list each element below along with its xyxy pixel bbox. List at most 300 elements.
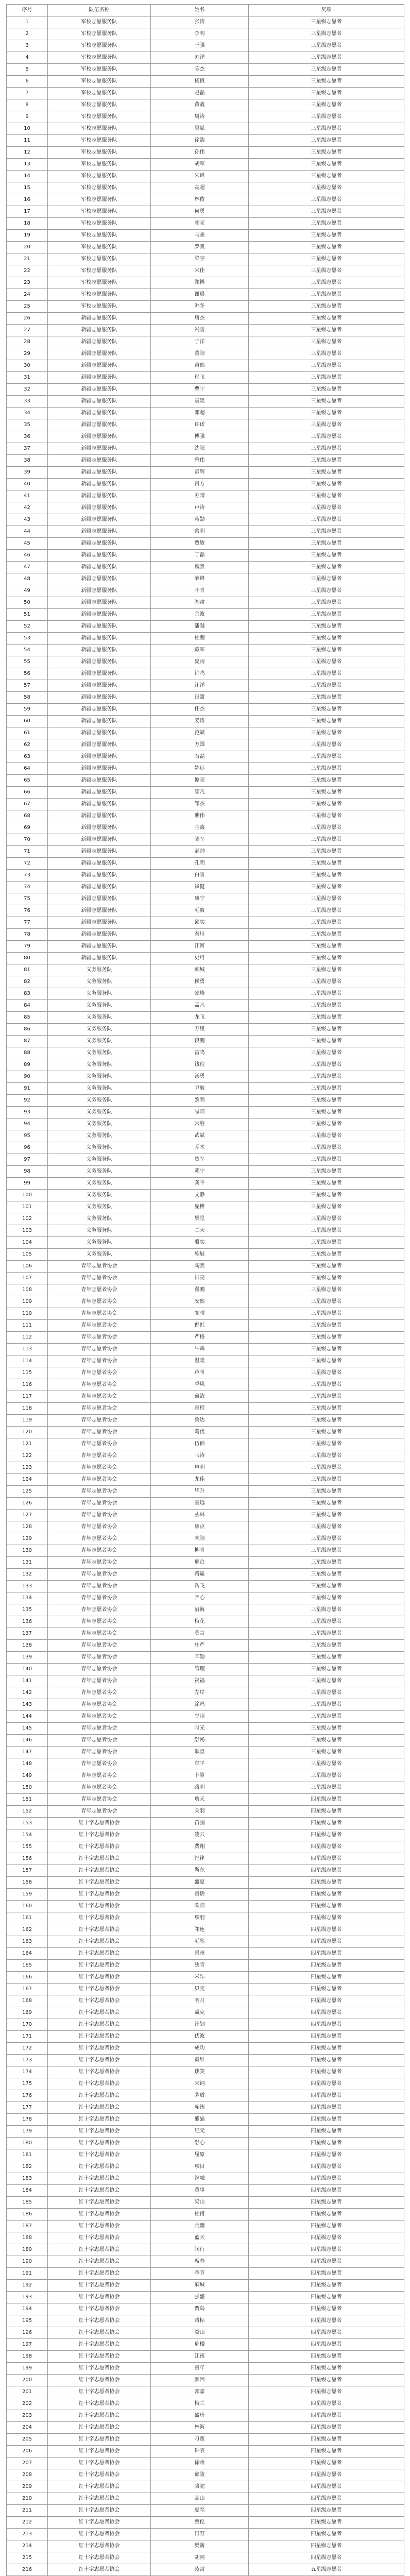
cell-team: 红十字志愿者协会 [48,2007,151,2019]
cell-name: 何勇 [151,206,249,218]
cell-index: 181 [7,2149,48,2161]
table-row [7,2386,404,2398]
table-row [7,99,404,111]
cell-team: 红十字志愿者协会 [48,2019,151,2031]
cell-award: 四星级志愿者 [249,1901,404,1912]
cell-team: 新疆志愿服务队 [48,573,151,585]
table-row [7,2078,404,2090]
cell-index: 80 [7,953,48,964]
table-row [7,2209,404,2221]
table-row [7,467,404,479]
cell-award: 三星级志愿者 [249,633,404,645]
cell-award: 三星级志愿者 [249,1273,404,1284]
cell-name: 李明 [151,28,249,40]
table-row [7,1723,404,1735]
cell-name: 童年 [151,2363,249,2375]
table-row [7,455,404,467]
cell-award: 三星级志愿者 [249,289,404,301]
cell-index: 142 [7,1687,48,1699]
table-row [7,1118,404,1130]
cell-index: 121 [7,1438,48,1450]
cell-team: 青年志愿者协会 [48,1652,151,1664]
cell-name: 焦点 [151,1521,249,1533]
cell-team: 新疆志愿服务队 [48,621,151,633]
cell-name: 张涛 [151,16,249,28]
cell-name: 娄山 [151,2327,249,2339]
table-row [7,2197,404,2209]
cell-name: 关羽 [151,1806,249,1818]
cell-name: 庞统 [151,2102,249,2114]
cell-award: 三星级志愿者 [249,751,404,763]
cell-name: 江河 [151,941,249,953]
cell-index: 122 [7,1450,48,1462]
cell-award: 四星级志愿者 [249,2007,404,2019]
cell-index: 27 [7,325,48,336]
cell-team: 义务服务队 [48,1213,151,1225]
cell-award: 三星级志愿者 [249,822,404,834]
cell-award: 四星级志愿者 [249,2493,404,2505]
cell-team: 军校志愿服务队 [48,111,151,123]
table-row [7,727,404,739]
table-row [7,1154,404,1166]
cell-index: 216 [7,2564,48,2576]
cell-index: 15 [7,182,48,194]
cell-name: 芦苇 [151,1367,249,1379]
cell-name: 左岸 [151,1687,249,1699]
table-row [7,526,404,538]
cell-award: 四星级志愿者 [249,2386,404,2398]
table-row [7,52,404,64]
cell-index: 215 [7,2552,48,2564]
cell-team: 青年志愿者协会 [48,1675,151,1687]
cell-team: 青年志愿者协会 [48,1415,151,1427]
cell-award: 三星级志愿者 [249,1130,404,1142]
cell-index: 13 [7,159,48,171]
cell-team: 红十字志愿者协会 [48,2303,151,2315]
cell-award: 三星级志愿者 [249,538,404,550]
cell-name: 禹州 [151,1948,249,1960]
table-row [7,1948,404,1960]
table-row [7,135,404,147]
table-row [7,1652,404,1664]
cell-award: 三星级志愿者 [249,1142,404,1154]
table-row [7,1474,404,1486]
cell-team: 青年志愿者协会 [48,1498,151,1510]
cell-name: 梁山 [151,2197,249,2209]
cell-award: 三星级志愿者 [249,313,404,325]
cell-award: 三星级志愿者 [249,775,404,787]
cell-award: 三星级志愿者 [249,1699,404,1711]
cell-name: 沈阳 [151,443,249,455]
cell-name: 谢晨 [151,289,249,301]
cell-team: 军校志愿服务队 [48,135,151,147]
cell-name: 管理 [151,1664,249,1675]
cell-name: 屈原 [151,2149,249,2161]
cell-team: 红十字志愿者协会 [48,2375,151,2386]
cell-name: 林海 [151,2422,249,2434]
cell-index: 116 [7,1379,48,1391]
table-row [7,2161,404,2173]
cell-name: 邱实 [151,917,249,929]
table-row [7,336,404,348]
cell-team: 红十字志愿者协会 [48,1972,151,1984]
cell-name: 潘越 [151,621,249,633]
cell-name: 邓超 [151,408,249,419]
cell-award: 三星级志愿者 [249,265,404,277]
cell-name: 汪洋 [151,680,249,692]
cell-team: 新疆志愿服务队 [48,384,151,396]
table-row [7,111,404,123]
cell-award: 三星级志愿者 [249,656,404,668]
cell-team: 红十字志愿者协会 [48,2363,151,2375]
cell-index: 25 [7,301,48,313]
table-row [7,645,404,656]
table-row [7,2019,404,2031]
cell-team: 红十字志愿者协会 [48,2138,151,2149]
cell-name: 袁媛 [151,396,249,408]
cell-team: 义务服务队 [48,1190,151,1201]
cell-award: 三星级志愿者 [249,1284,404,1296]
table-row [7,2410,404,2422]
table-row [7,2375,404,2386]
table-row [7,2138,404,2149]
cell-name: 万里 [151,1024,249,1036]
table-row [7,1806,404,1818]
cell-team: 义务服务队 [48,1154,151,1166]
table-row [7,941,404,953]
cell-award: 四星级志愿者 [249,2102,404,2114]
cell-award: 三星级志愿者 [249,585,404,597]
table-row [7,1711,404,1723]
table-row [7,621,404,633]
cell-index: 64 [7,763,48,775]
table-row [7,396,404,408]
cell-index: 158 [7,1877,48,1889]
cell-award: 三星级志愿者 [249,1107,404,1118]
cell-name: 丛林 [151,1510,249,1521]
table-row [7,1747,404,1758]
table-row [7,1675,404,1687]
table-row [7,2126,404,2138]
cell-index: 44 [7,526,48,538]
table-row [7,1533,404,1545]
cell-name: 石磊 [151,751,249,763]
cell-award: 三星级志愿者 [249,597,404,609]
cell-name: 樊篱 [151,2540,249,2552]
cell-index: 29 [7,348,48,360]
cell-index: 106 [7,1261,48,1273]
cell-team: 红十字志愿者协会 [48,2292,151,2303]
cell-award: 三星级志愿者 [249,1391,404,1403]
cell-index: 210 [7,2493,48,2505]
cell-award: 三星级志愿者 [249,194,404,206]
cell-name: 翟鹏 [151,1284,249,1296]
table-row [7,159,404,171]
cell-award: 三星级志愿者 [249,99,404,111]
cell-award: 三星级志愿者 [249,799,404,810]
cell-name: 成功 [151,2043,249,2055]
cell-name: 颜晴 [151,1308,249,1320]
table-row [7,905,404,917]
cell-team: 军校志愿服务队 [48,194,151,206]
cell-name: 贺军 [151,1154,249,1166]
cell-index: 8 [7,99,48,111]
cell-name: 樊星 [151,1213,249,1225]
cell-name: 董阳 [151,348,249,360]
cell-award: 三星级志愿者 [249,1024,404,1036]
cell-award: 四星级志愿者 [249,2552,404,2564]
cell-team: 新疆志愿服务队 [48,585,151,597]
cell-award: 四星级志愿者 [249,2363,404,2375]
cell-team: 新疆志愿服务队 [48,834,151,846]
cell-team: 新疆志愿服务队 [48,419,151,431]
table-row [7,28,404,40]
cell-index: 73 [7,870,48,882]
cell-team: 新疆志愿服务队 [48,467,151,479]
cell-award: 三星级志愿者 [249,408,404,419]
cell-name: 孟凡 [151,1000,249,1012]
cell-award: 三星级志愿者 [249,1711,404,1723]
table-row [7,1012,404,1024]
cell-index: 118 [7,1403,48,1415]
cell-name: 夏雨 [151,656,249,668]
cell-award: 四星级志愿者 [249,2090,404,2102]
cell-name: 董事 [151,2185,249,2197]
cell-index: 11 [7,135,48,147]
cell-index: 134 [7,1592,48,1604]
cell-award: 三星级志愿者 [249,123,404,135]
cell-name: 齐心 [151,1592,249,1604]
cell-team: 义务服务队 [48,1047,151,1059]
cell-name: 程飞 [151,372,249,384]
cell-name: 狄青 [151,1960,249,1972]
table-row [7,2149,404,2161]
cell-team: 青年志愿者协会 [48,1770,151,1782]
cell-team: 青年志愿者协会 [48,1664,151,1675]
cell-index: 115 [7,1367,48,1379]
cell-award: 四星级志愿者 [249,1912,404,1924]
cell-name: 胡同 [151,2552,249,2564]
table-row [7,1367,404,1379]
cell-name: 金鑫 [151,822,249,834]
cell-name: 钟表 [151,2446,249,2458]
cell-index: 196 [7,2327,48,2339]
cell-award: 三星级志愿者 [249,1640,404,1652]
cell-name: 刁蛮 [151,2434,249,2446]
cell-team: 红十字志愿者协会 [48,2185,151,2197]
cell-award: 三星级志愿者 [249,905,404,917]
cell-index: 88 [7,1047,48,1059]
cell-index: 150 [7,1782,48,1794]
table-row [7,988,404,1000]
cell-name: 曹宁 [151,384,249,396]
cell-award: 四星级志愿者 [249,2280,404,2292]
cell-name: 牛犇 [151,1344,249,1355]
cell-name: 骆驼 [151,2481,249,2493]
cell-team: 新疆志愿服务队 [48,550,151,562]
table-row [7,1201,404,1213]
cell-index: 140 [7,1664,48,1675]
cell-award: 三星级志愿者 [249,976,404,988]
cell-name: 蓝天 [151,2232,249,2244]
cell-team: 新疆志愿服务队 [48,325,151,336]
cell-name: 周涛 [151,111,249,123]
table-row [7,1083,404,1095]
cell-award: 三星级志愿者 [249,1510,404,1521]
table-row [7,2458,404,2469]
cell-award: 三星级志愿者 [249,1344,404,1355]
cell-name: 丁磊 [151,550,249,562]
cell-team: 新疆志愿服务队 [48,751,151,763]
table-row [7,846,404,858]
table-row [7,870,404,882]
cell-index: 110 [7,1308,48,1320]
cell-team: 红十字志愿者协会 [48,2031,151,2043]
table-row [7,2221,404,2232]
table-row [7,147,404,159]
cell-name: 方圆 [151,739,249,751]
cell-team: 红十字志愿者协会 [48,1877,151,1889]
cell-team: 青年志愿者协会 [48,1332,151,1344]
table-row [7,562,404,573]
cell-index: 76 [7,905,48,917]
cell-award: 四星级志愿者 [249,1806,404,1818]
cell-award: 三星级志愿者 [249,1296,404,1308]
cell-team: 青年志愿者协会 [48,1403,151,1415]
cell-team: 新疆志愿服务队 [48,313,151,325]
table-row [7,692,404,704]
cell-award: 三星级志愿者 [249,88,404,99]
cell-index: 82 [7,976,48,988]
cell-award: 三星级志愿者 [249,135,404,147]
cell-name: 莫言 [151,1628,249,1640]
cell-name: 蔡伦 [151,2517,249,2529]
table-row [7,2055,404,2066]
cell-team: 红十字志愿者协会 [48,2564,151,2576]
cell-award: 三星级志愿者 [249,253,404,265]
cell-award: 三星级志愿者 [249,1237,404,1249]
cell-index: 159 [7,1889,48,1901]
table-row [7,739,404,751]
cell-name: 章程 [151,1403,249,1415]
cell-name: 钱程 [151,1059,249,1071]
table-row [7,1036,404,1047]
cell-name: 高山 [151,2493,249,2505]
cell-name: 韦涛 [151,1450,249,1462]
table-row [7,1687,404,1699]
table-row [7,289,404,301]
cell-award: 四星级志愿者 [249,2138,404,2149]
cell-name: 葛优 [151,1427,249,1438]
cell-index: 65 [7,775,48,787]
table-row [7,2232,404,2244]
cell-name: 谷雨 [151,1711,249,1723]
cell-award: 三星级志愿者 [249,1225,404,1237]
cell-award: 三星级志愿者 [249,159,404,171]
cell-team: 红十字志愿者协会 [48,1865,151,1877]
cell-award: 四星级志愿者 [249,1794,404,1806]
cell-index: 49 [7,585,48,597]
cell-name: 孔明 [151,858,249,870]
table-row [7,171,404,182]
table-row [7,1450,404,1462]
cell-index: 198 [7,2351,48,2363]
cell-index: 191 [7,2268,48,2280]
cell-team: 义务服务队 [48,1071,151,1083]
cell-award: 三星级志愿者 [249,1770,404,1782]
cell-index: 114 [7,1355,48,1367]
cell-name: 文静 [151,1190,249,1201]
table-row [7,514,404,526]
cell-team: 新疆志愿服务队 [48,810,151,822]
cell-team: 新疆志愿服务队 [48,775,151,787]
cell-award: 三星级志愿者 [249,1308,404,1320]
cell-index: 10 [7,123,48,135]
cell-index: 179 [7,2126,48,2138]
cell-award: 三星级志愿者 [249,1012,404,1024]
cell-team: 新疆志愿服务队 [48,668,151,680]
cell-team: 红十字志愿者协会 [48,1912,151,1924]
cell-award: 三星级志愿者 [249,16,404,28]
cell-index: 16 [7,194,48,206]
cell-team: 红十字志愿者协会 [48,2481,151,2493]
cell-index: 175 [7,2078,48,2090]
cell-team: 新疆志愿服务队 [48,431,151,443]
table-row [7,1758,404,1770]
cell-team: 红十字志愿者协会 [48,2066,151,2078]
table-row [7,277,404,289]
cell-award: 四星级志愿者 [249,2529,404,2540]
cell-name: 温暖 [151,1355,249,1367]
cell-name: 曾伟 [151,455,249,467]
cell-name: 吕方 [151,479,249,490]
table-row [7,2090,404,2102]
cell-index: 58 [7,692,48,704]
table-row [7,1225,404,1237]
cell-name: 谈笑 [151,2066,249,2078]
header-team: 队伍名称 [48,5,151,16]
cell-team: 新疆志愿服务队 [48,372,151,384]
cell-award: 四星级志愿者 [249,2315,404,2327]
cell-name: 唐杰 [151,313,249,325]
cell-index: 39 [7,467,48,479]
cell-name: 于洋 [151,336,249,348]
cell-team: 新疆志愿服务队 [48,514,151,526]
cell-name: 冯雪 [151,325,249,336]
cell-award: 四星级志愿者 [249,2469,404,2481]
cell-index: 24 [7,289,48,301]
cell-name: 雷鸣 [151,1047,249,1059]
cell-team: 青年志愿者协会 [48,1450,151,1462]
cell-award: 三星级志愿者 [249,1403,404,1415]
cell-index: 195 [7,2315,48,2327]
cell-team: 军校志愿服务队 [48,277,151,289]
table-row [7,976,404,988]
table-row [7,230,404,242]
cell-team: 红十字志愿者协会 [48,1936,151,1948]
cell-index: 190 [7,2256,48,2268]
cell-award: 四星级志愿者 [249,1995,404,2007]
cell-award: 三星级志愿者 [249,76,404,88]
cell-award: 三星级志愿者 [249,147,404,159]
cell-team: 红十字志愿者协会 [48,2149,151,2161]
table-row [7,597,404,609]
cell-award: 四星级志愿者 [249,1818,404,1829]
cell-name: 欧阳 [151,1901,249,1912]
cell-index: 177 [7,2102,48,2114]
table-row [7,88,404,99]
cell-award: 四星级志愿者 [249,2256,404,2268]
